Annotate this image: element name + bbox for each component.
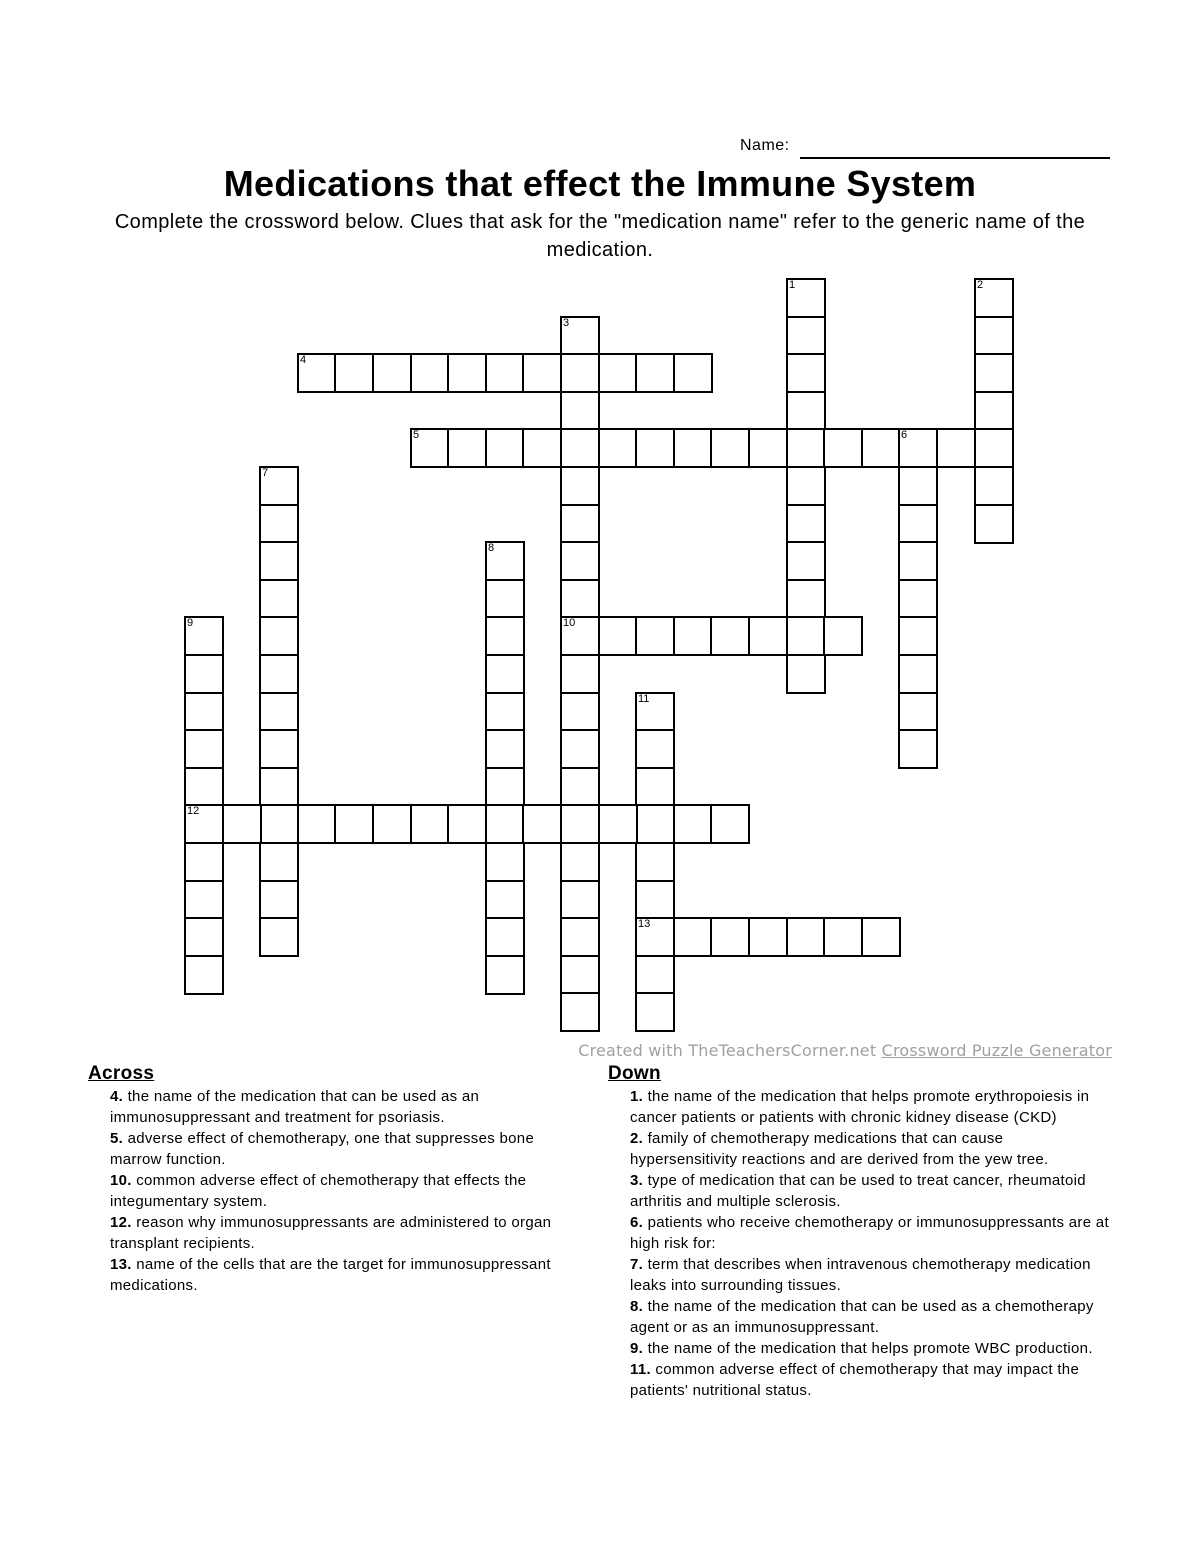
crossword-cell[interactable] <box>635 428 675 468</box>
crossword-cell[interactable] <box>823 917 863 957</box>
crossword-cell[interactable] <box>974 353 1014 393</box>
credit-link[interactable]: Crossword Puzzle Generator <box>881 1041 1112 1060</box>
crossword-cell[interactable] <box>259 579 299 619</box>
clue-down-11 <box>608 1359 1113 1401</box>
crossword-cell[interactable] <box>522 804 562 844</box>
crossword-cell[interactable] <box>485 729 525 769</box>
crossword-cell[interactable] <box>259 541 299 581</box>
cell-number: 3 <box>563 317 570 329</box>
crossword-cell[interactable] <box>635 692 675 732</box>
crossword-cell[interactable] <box>861 428 901 468</box>
crossword-cell[interactable] <box>786 466 826 506</box>
crossword-cell[interactable] <box>898 729 938 769</box>
down-clues <box>608 1062 1113 1401</box>
clue-number: 8. <box>630 1298 644 1315</box>
crossword-cell[interactable] <box>974 428 1014 468</box>
clue-list <box>88 1086 588 1296</box>
crossword-cell[interactable] <box>898 541 938 581</box>
crossword-cell[interactable] <box>485 804 525 844</box>
crossword-cell[interactable] <box>974 278 1014 318</box>
crossword-cell[interactable] <box>936 428 976 468</box>
clue-number: 11. <box>630 1361 651 1378</box>
crossword-cell[interactable] <box>898 466 938 506</box>
clue-across-12 <box>88 1212 588 1254</box>
crossword-cell[interactable] <box>259 842 299 882</box>
crossword-cell[interactable] <box>635 880 675 920</box>
cell-number: 8 <box>488 542 495 554</box>
clue-number: 2. <box>630 1130 644 1147</box>
name-label: Name: <box>740 137 790 154</box>
crossword-cell[interactable] <box>635 616 675 656</box>
clue-number: 5. <box>110 1130 124 1147</box>
crossword-cell[interactable] <box>485 654 525 694</box>
crossword-cell[interactable] <box>184 616 224 656</box>
crossword-cell[interactable] <box>748 428 788 468</box>
page-title: Medications that effect the Immune System <box>223 163 977 204</box>
clue-down-2 <box>608 1128 1113 1170</box>
crossword-cell[interactable] <box>184 804 224 844</box>
crossword-cell[interactable] <box>823 428 863 468</box>
crossword-cell[interactable] <box>635 767 675 807</box>
cell-number: 7 <box>262 467 269 479</box>
crossword-cell[interactable] <box>974 504 1014 544</box>
clue-across-5 <box>88 1128 588 1170</box>
crossword-cell[interactable] <box>673 616 713 656</box>
crossword-cell[interactable] <box>786 278 826 318</box>
crossword-cell[interactable] <box>184 654 224 694</box>
crossword-cell[interactable] <box>786 428 826 468</box>
crossword-cell[interactable] <box>898 654 938 694</box>
clue-text: common adverse effect of chemotherapy that effects the integumentary system. <box>110 1172 527 1210</box>
crossword-cell[interactable] <box>259 917 299 957</box>
crossword-cell[interactable] <box>410 428 450 468</box>
crossword-cell[interactable] <box>786 504 826 544</box>
crossword-cell[interactable] <box>635 804 675 844</box>
crossword-cell[interactable] <box>635 917 675 957</box>
crossword-cell[interactable] <box>635 955 675 995</box>
crossword-cell[interactable] <box>560 955 600 995</box>
clue-number: 4. <box>110 1088 124 1105</box>
crossword-cell[interactable] <box>259 692 299 732</box>
crossword-cell[interactable] <box>259 880 299 920</box>
crossword-cell[interactable] <box>184 880 224 920</box>
crossword-cell[interactable] <box>786 391 826 431</box>
cell-number: 5 <box>413 429 420 441</box>
crossword-cell[interactable] <box>823 616 863 656</box>
crossword-cell[interactable] <box>898 579 938 619</box>
crossword-cell[interactable] <box>372 804 412 844</box>
clue-text: the name of the medication that helps promote WBC production. <box>647 1340 1093 1357</box>
clue-list <box>608 1086 1113 1401</box>
clue-number: 7. <box>630 1256 644 1273</box>
cell-number: 4 <box>300 354 307 366</box>
crossword-cell[interactable] <box>259 466 299 506</box>
crossword-cell[interactable] <box>635 729 675 769</box>
cell-number: 12 <box>187 805 200 817</box>
crossword-cell[interactable] <box>447 428 487 468</box>
cell-number: 1 <box>789 279 796 291</box>
clue-number: 12. <box>110 1214 132 1231</box>
crossword-cell[interactable] <box>748 616 788 656</box>
crossword-cell[interactable] <box>974 391 1014 431</box>
crossword-cell[interactable] <box>485 579 525 619</box>
crossword-cell[interactable] <box>974 466 1014 506</box>
crossword-cell[interactable] <box>898 428 938 468</box>
credit-prefix: Created with TheTeachersCorner.net <box>578 1041 882 1060</box>
crossword-cell[interactable] <box>560 804 600 844</box>
crossword-cell[interactable] <box>485 353 525 393</box>
crossword-cell[interactable] <box>786 616 826 656</box>
crossword-cell[interactable] <box>560 767 600 807</box>
crossword-cell[interactable] <box>522 428 562 468</box>
cell-number: 11 <box>638 693 650 705</box>
clue-text: adverse effect of chemotherapy, one that suppresses bone marrow function. <box>110 1130 535 1168</box>
crossword-cell[interactable] <box>710 616 750 656</box>
clue-text: family of chemotherapy medications that can cause hypersensitivity reactions and are derived from the yew tree. <box>630 1130 1049 1168</box>
crossword-cell[interactable] <box>259 616 299 656</box>
crossword-cell[interactable] <box>560 579 600 619</box>
clue-down-9 <box>608 1338 1113 1359</box>
crossword-cell[interactable] <box>184 917 224 957</box>
clue-number: 3. <box>630 1172 644 1189</box>
crossword-cell[interactable] <box>560 316 600 356</box>
crossword-cell[interactable] <box>673 917 713 957</box>
crossword-cell[interactable] <box>485 541 525 581</box>
crossword-cell[interactable] <box>259 729 299 769</box>
clue-down-1 <box>608 1086 1113 1128</box>
crossword-cell[interactable] <box>297 804 337 844</box>
crossword-cell[interactable] <box>560 391 600 431</box>
crossword-cell[interactable] <box>560 729 600 769</box>
clue-text: the name of the medication that can be used as an immunosuppressant and treatment for psoriasis. <box>110 1088 480 1126</box>
crossword-cell[interactable] <box>259 654 299 694</box>
crossword-cell[interactable] <box>485 880 525 920</box>
crossword-cell[interactable] <box>898 692 938 732</box>
crossword-cell[interactable] <box>786 654 826 694</box>
cell-number: 13 <box>638 918 651 930</box>
crossword-cell[interactable] <box>673 428 713 468</box>
crossword-cell[interactable] <box>898 504 938 544</box>
cell-number: 2 <box>977 279 984 291</box>
crossword-cell[interactable] <box>259 504 299 544</box>
crossword-cell[interactable] <box>560 992 600 1032</box>
crossword-cell[interactable] <box>560 692 600 732</box>
crossword-cell[interactable] <box>485 767 525 807</box>
crossword-cell[interactable] <box>673 804 713 844</box>
across-clues <box>88 1062 588 1296</box>
crossword-cell[interactable] <box>410 804 450 844</box>
crossword-cell[interactable] <box>560 616 600 656</box>
clue-number: 13. <box>110 1256 132 1273</box>
crossword-cell[interactable] <box>485 428 525 468</box>
crossword-cell[interactable] <box>560 917 600 957</box>
crossword-cell[interactable] <box>485 692 525 732</box>
clue-text: the name of the medication that can be used as a chemotherapy agent or as an immunosuppressant. <box>630 1298 1094 1336</box>
crossword-cell[interactable] <box>786 579 826 619</box>
crossword-cell[interactable] <box>447 353 487 393</box>
crossword-cell[interactable] <box>786 917 826 957</box>
clue-down-7 <box>608 1254 1113 1296</box>
clue-text: term that describes when intravenous chemotherapy medication leaks into surrounding tissues. <box>630 1256 1091 1294</box>
clue-text: patients who receive chemotherapy or immunosuppressants are at high risk for: <box>630 1214 1109 1252</box>
crossword-cell[interactable] <box>184 955 224 995</box>
crossword-cell[interactable] <box>259 804 299 844</box>
crossword-cell[interactable] <box>259 767 299 807</box>
crossword-cell[interactable] <box>222 804 262 844</box>
crossword-cell[interactable] <box>334 804 374 844</box>
clue-across-4 <box>88 1086 588 1128</box>
crossword-cell[interactable] <box>786 316 826 356</box>
crossword-cell[interactable] <box>598 804 638 844</box>
crossword-cell[interactable] <box>560 466 600 506</box>
crossword-cell[interactable] <box>786 541 826 581</box>
crossword-cell[interactable] <box>560 353 600 393</box>
crossword-cell[interactable] <box>184 842 224 882</box>
crossword-cell[interactable] <box>447 804 487 844</box>
clue-number: 6. <box>630 1214 644 1231</box>
crossword-cell[interactable] <box>184 692 224 732</box>
crossword-cell[interactable] <box>334 353 374 393</box>
crossword-cell[interactable] <box>861 917 901 957</box>
crossword-cell[interactable] <box>560 842 600 882</box>
crossword-cell[interactable] <box>184 729 224 769</box>
crossword-cell[interactable] <box>560 428 600 468</box>
crossword-cell[interactable] <box>598 616 638 656</box>
cell-number: 6 <box>901 429 908 441</box>
crossword-cell[interactable] <box>297 353 337 393</box>
crossword-cell[interactable] <box>598 353 638 393</box>
crossword-cell[interactable] <box>560 541 600 581</box>
crossword-cell[interactable] <box>560 504 600 544</box>
crossword-cell[interactable] <box>898 616 938 656</box>
crossword-cell[interactable] <box>485 616 525 656</box>
clue-down-6 <box>608 1212 1113 1254</box>
clue-text: name of the cells that are the target for immunosuppressant medications. <box>110 1256 551 1294</box>
crossword-cell[interactable] <box>598 428 638 468</box>
clue-across-10 <box>88 1170 588 1212</box>
crossword-cell[interactable] <box>522 353 562 393</box>
clue-across-13 <box>88 1254 588 1296</box>
crossword-cell[interactable] <box>410 353 450 393</box>
clue-number: 1. <box>630 1088 644 1105</box>
clue-down-8 <box>608 1296 1113 1338</box>
crossword-cell[interactable] <box>485 842 525 882</box>
crossword-cell[interactable] <box>635 353 675 393</box>
crossword-cell[interactable] <box>372 353 412 393</box>
crossword-cell[interactable] <box>560 654 600 694</box>
crossword-cell[interactable] <box>485 917 525 957</box>
crossword-cell[interactable] <box>635 992 675 1032</box>
crossword-cell[interactable] <box>748 917 788 957</box>
clue-number: 9. <box>630 1340 644 1357</box>
clue-down-3 <box>608 1170 1113 1212</box>
clue-text: reason why immunosuppressants are administered to organ transplant recipients. <box>110 1214 552 1252</box>
clue-text: the name of the medication that helps promote erythropoiesis in cancer patients or patients with chronic kidney disease (CKD) <box>630 1088 1090 1126</box>
instructions: Complete the crossword below. Clues that ask for the "medication name" refer to the generic name of the medication. <box>114 211 1086 261</box>
credit-line <box>578 1041 1112 1060</box>
crossword-cell[interactable] <box>560 880 600 920</box>
clue-text: common adverse effect of chemotherapy that may impact the patients' nutritional status. <box>630 1361 1080 1399</box>
crossword-cell[interactable] <box>786 353 826 393</box>
crossword-cell[interactable] <box>710 804 750 844</box>
across-heading: Across <box>88 1063 155 1084</box>
crossword-cell[interactable] <box>184 767 224 807</box>
cell-number: 10 <box>563 617 576 629</box>
crossword-cell[interactable] <box>974 316 1014 356</box>
cell-number: 9 <box>187 617 194 629</box>
crossword-cell[interactable] <box>710 428 750 468</box>
clue-number: 10. <box>110 1172 132 1189</box>
down-heading: Down <box>608 1063 661 1084</box>
crossword-cell[interactable] <box>485 955 525 995</box>
crossword-cell[interactable] <box>635 842 675 882</box>
crossword-cell[interactable] <box>710 917 750 957</box>
clue-text: type of medication that can be used to treat cancer, rheumatoid arthritis and multiple sclerosis. <box>630 1172 1086 1210</box>
crossword-cell[interactable] <box>673 353 713 393</box>
